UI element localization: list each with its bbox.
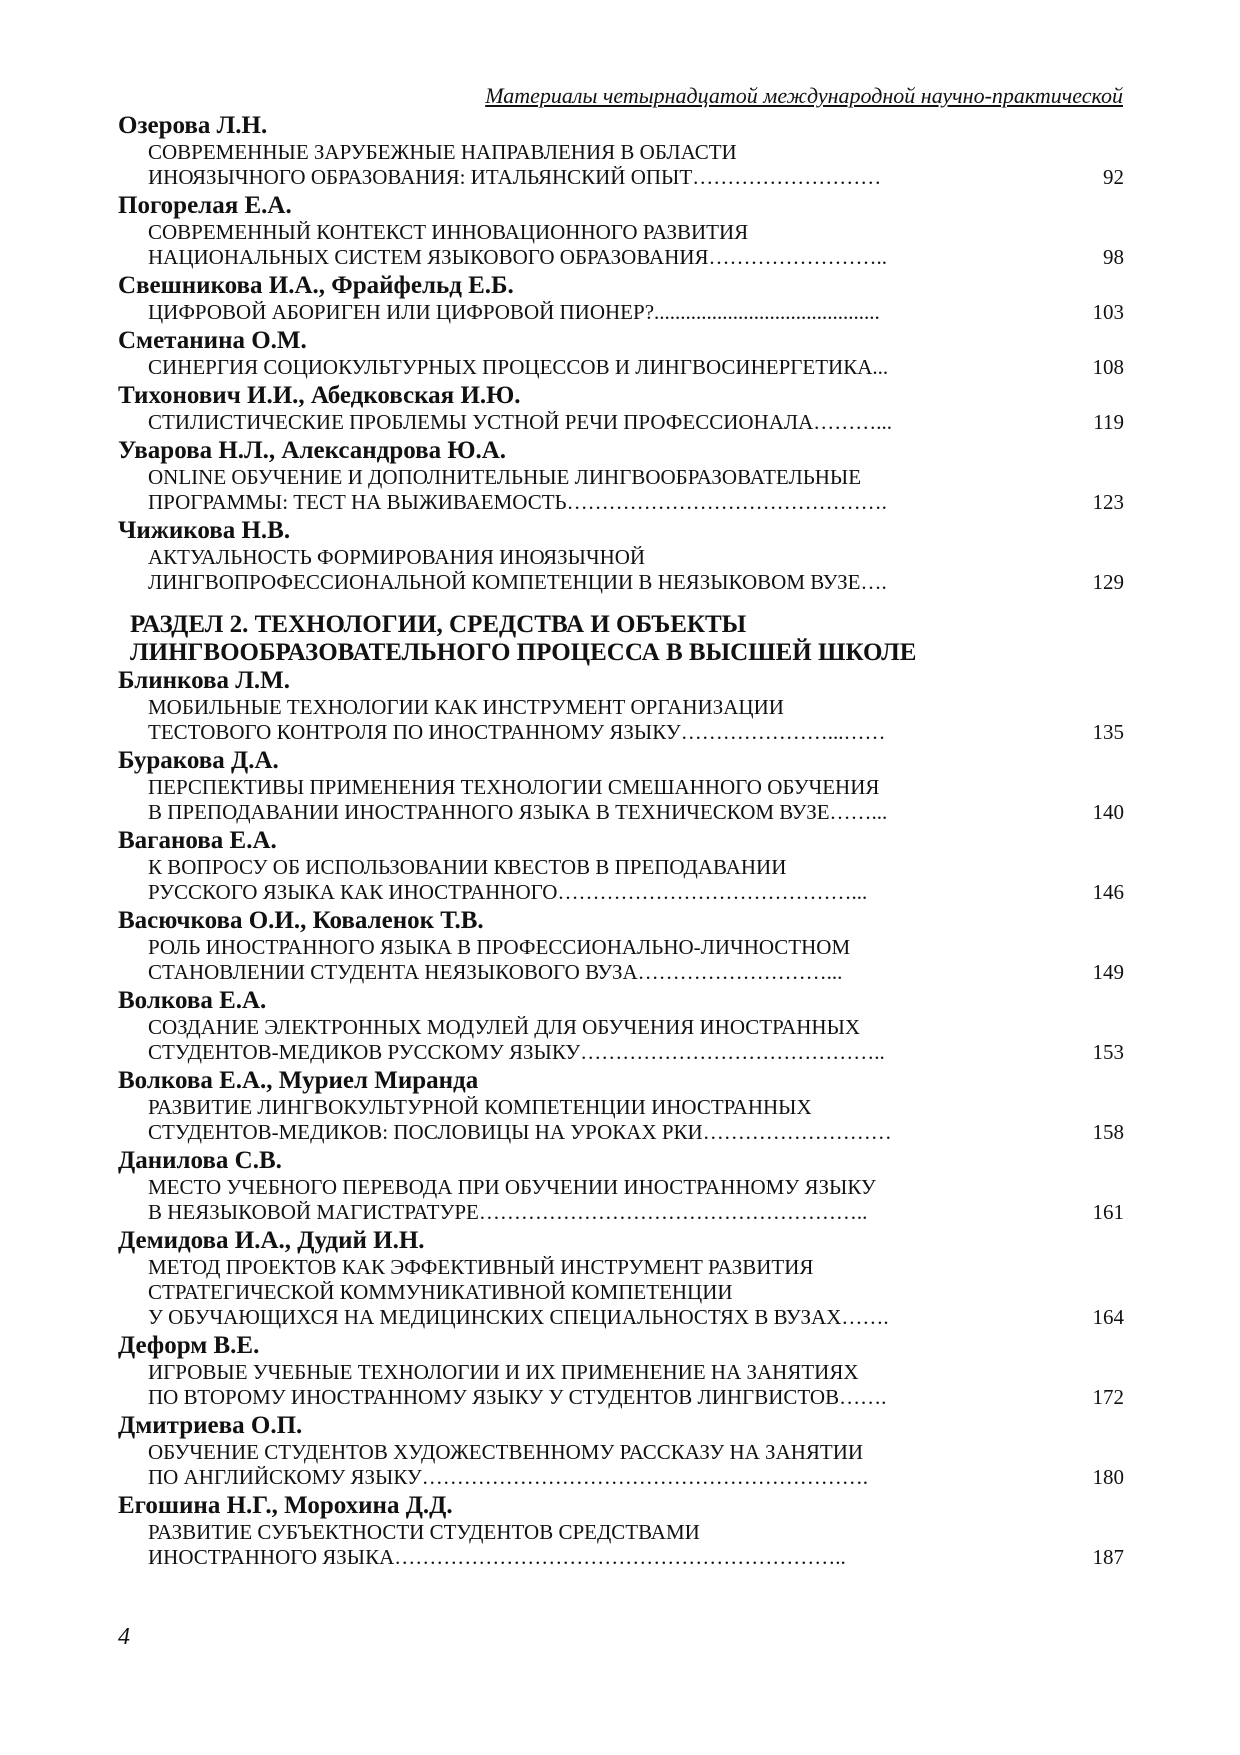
toc-entry-title-line: СТАНОВЛЕНИИ СТУДЕНТА НЕЯЗЫКОВОГО ВУЗА………………………... xyxy=(148,960,843,984)
toc-entry-title xyxy=(118,1255,1124,1330)
toc-entry-authors: Егошина Н.Г., Морохина Д.Д. xyxy=(118,1492,453,1519)
toc-entry-title-line: ИНОЯЗЫЧНОГО ОБРАЗОВАНИЯ: ИТАЛЬЯНСКИЙ ОПЫТ……………………… xyxy=(148,165,882,189)
toc-entry xyxy=(118,437,1124,515)
toc-entry xyxy=(118,1492,1124,1570)
toc-entry xyxy=(118,907,1124,985)
toc-entry-title xyxy=(118,1360,1124,1410)
toc-entry xyxy=(118,192,1124,270)
toc-entry-authors: Сметанина О.М. xyxy=(118,327,307,354)
toc-entry-authors: Деформ В.Е. xyxy=(118,1332,260,1359)
toc-entry xyxy=(118,1412,1124,1490)
toc-entry-title xyxy=(118,855,1124,905)
toc-entry-page-number: 140 xyxy=(1092,800,1124,824)
toc-part-2 xyxy=(118,667,1124,1570)
toc-entry-title xyxy=(118,1015,1124,1065)
toc-entry-page-number: 158 xyxy=(1092,1120,1124,1144)
toc-entry-title xyxy=(118,935,1124,985)
toc-entry-title-line: МЕТОД ПРОЕКТОВ КАК ЭФФЕКТИВНЫЙ ИНСТРУМЕНТ РАЗВИТИЯ xyxy=(148,1255,814,1279)
toc-entry-title xyxy=(118,695,1124,745)
toc-entry-title-line: РУССКОГО ЯЗЫКА КАК ИНОСТРАННОГО……………………………………... xyxy=(148,880,868,904)
toc-entry-page-number: 164 xyxy=(1092,1305,1124,1329)
toc-entry-title xyxy=(118,545,1124,595)
toc-entry-title-line: ПО АНГЛИЙСКОМУ ЯЗЫКУ………………………………………………………. xyxy=(148,1465,869,1489)
toc-entry-title xyxy=(118,465,1124,515)
toc-entry-authors: Дмитриева О.П. xyxy=(118,1412,303,1439)
toc-entry-title-line: ПО ВТОРОМУ ИНОСТРАННОМУ ЯЗЫКУ У СТУДЕНТОВ ЛИНГВИСТОВ……. xyxy=(148,1385,887,1409)
toc-entry-title-line: НАЦИОНАЛЬНЫХ СИСТЕМ ЯЗЫКОВОГО ОБРАЗОВАНИЯ…………………….. xyxy=(148,245,888,269)
toc-entry-title-line: МЕСТО УЧЕБНОГО ПЕРЕВОДА ПРИ ОБУЧЕНИИ ИНОСТРАННОМУ ЯЗЫКУ xyxy=(148,1175,876,1199)
toc-entry-page-number: 180 xyxy=(1092,1465,1124,1489)
running-header: Материалы четырнадцатой международной научно-практической xyxy=(485,83,1123,108)
toc-entry-title-line: ЛИНГВОПРОФЕССИОНАЛЬНОЙ КОМПЕТЕНЦИИ В НЕЯЗЫКОВОМ ВУЗЕ…. xyxy=(148,570,887,594)
section-heading-line-1: РАЗДЕЛ 2. ТЕХНОЛОГИИ, СРЕДСТВА И ОБЪЕКТЫ xyxy=(130,611,747,638)
toc-entry xyxy=(118,1147,1124,1225)
toc-entry-authors: Чижикова Н.В. xyxy=(118,517,291,544)
toc-entry xyxy=(118,327,1124,380)
toc-entry-title-line: РАЗВИТИЕ ЛИНГВОКУЛЬТУРНОЙ КОМПЕТЕНЦИИ ИНОСТРАННЫХ xyxy=(148,1095,812,1119)
toc-entry-authors: Уварова Н.Л., Александрова Ю.А. xyxy=(118,437,507,464)
toc-entry-title-line: ПЕРСПЕКТИВЫ ПРИМЕНЕНИЯ ТЕХНОЛОГИИ СМЕШАННОГО ОБУЧЕНИЯ xyxy=(148,775,880,799)
toc-entry xyxy=(118,987,1124,1065)
toc-entry-title xyxy=(118,1520,1124,1570)
toc-entry-title xyxy=(118,1175,1124,1225)
toc-entry-authors: Васючкова О.И., Коваленок Т.В. xyxy=(118,907,484,934)
toc-entry-page-number: 149 xyxy=(1092,960,1124,984)
toc-entry-title-line: В НЕЯЗЫКОВОЙ МАГИСТРАТУРЕ……………………………………………….. xyxy=(148,1200,868,1224)
toc-entry-title-line: СТУДЕНТОВ-МЕДИКОВ: ПОСЛОВИЦЫ НА УРОКАХ РКИ……………………… xyxy=(148,1120,892,1144)
table-of-contents xyxy=(118,112,1124,1572)
toc-entry-authors: Погорелая Е.А. xyxy=(118,192,292,219)
toc-entry-title xyxy=(118,300,1124,325)
toc-entry-title-line: РОЛЬ ИНОСТРАННОГО ЯЗЫКА В ПРОФЕССИОНАЛЬНО-ЛИЧНОСТНОМ xyxy=(148,935,851,959)
toc-entry-authors: Демидова И.А., Дудий И.Н. xyxy=(118,1227,425,1254)
toc-entry-page-number: 161 xyxy=(1092,1200,1124,1224)
toc-entry-title-line: ЦИФРОВОЙ АБОРИГЕН ИЛИ ЦИФРОВОЙ ПИОНЕР?........................................... xyxy=(148,300,880,324)
toc-entry-title-line: АКТУАЛЬНОСТЬ ФОРМИРОВАНИЯ ИНОЯЗЫЧНОЙ xyxy=(148,545,646,569)
section-heading-line-2: ЛИНГВООБРАЗОВАТЕЛЬНОГО ПРОЦЕССА В ВЫСШЕЙ ШКОЛЕ xyxy=(130,639,917,666)
toc-entry-authors: Тихонович И.И., Абедковская И.Ю. xyxy=(118,382,521,409)
toc-entry-title xyxy=(118,220,1124,270)
toc-entry-title-line: СОЗДАНИЕ ЭЛЕКТРОННЫХ МОДУЛЕЙ ДЛЯ ОБУЧЕНИЯ ИНОСТРАННЫХ xyxy=(148,1015,861,1039)
toc-entry-authors: Ваганова Е.А. xyxy=(118,827,277,854)
toc-entry-page-number: 123 xyxy=(1092,490,1124,514)
toc-entry-title xyxy=(118,1095,1124,1145)
toc-entry xyxy=(118,112,1124,190)
toc-entry xyxy=(118,382,1124,435)
toc-entry-title-line: ТЕСТОВОГО КОНТРОЛЯ ПО ИНОСТРАННОМУ ЯЗЫКУ…………………...…… xyxy=(148,720,886,744)
toc-entry-title-line: ONLINE ОБУЧЕНИЕ И ДОПОЛНИТЕЛЬНЫЕ ЛИНГВООБРАЗОВАТЕЛЬНЫЕ xyxy=(148,465,862,489)
toc-entry-title-line: РАЗВИТИЕ СУБЪЕКТНОСТИ СТУДЕНТОВ СРЕДСТВАМИ xyxy=(148,1520,700,1544)
toc-entry-page-number: 146 xyxy=(1092,880,1124,904)
toc-entry xyxy=(118,747,1124,825)
toc-entry-title xyxy=(118,410,1124,435)
toc-entry xyxy=(118,1067,1124,1145)
toc-entry xyxy=(118,517,1124,595)
page-number: 4 xyxy=(118,1624,130,1650)
toc-entry-title xyxy=(118,1440,1124,1490)
toc-entry-authors: Волкова Е.А. xyxy=(118,987,267,1014)
toc-entry-authors: Озерова Л.Н. xyxy=(118,112,268,139)
toc-entry-title-line: СТУДЕНТОВ-МЕДИКОВ РУССКОМУ ЯЗЫКУ…………………………………….. xyxy=(148,1040,885,1064)
toc-entry-title-line: У ОБУЧАЮЩИХСЯ НА МЕДИЦИНСКИХ СПЕЦИАЛЬНОСТЯХ В ВУЗАХ……. xyxy=(148,1305,889,1329)
toc-entry-authors: Волкова Е.А., Муриел Миранда xyxy=(118,1067,479,1094)
toc-entry-page-number: 119 xyxy=(1093,410,1124,434)
toc-entry-authors: Свешникова И.А., Фрайфельд Е.Б. xyxy=(118,272,514,299)
toc-entry-authors: Буракова Д.А. xyxy=(118,747,279,774)
toc-entry-page-number: 98 xyxy=(1103,245,1124,269)
toc-entry-page-number: 135 xyxy=(1092,720,1124,744)
toc-entry-title-line: СОВРЕМЕННЫЕ ЗАРУБЕЖНЫЕ НАПРАВЛЕНИЯ В ОБЛАСТИ xyxy=(148,140,737,164)
toc-entry-title-line: СОВРЕМЕННЫЙ КОНТЕКСТ ИННОВАЦИОННОГО РАЗВИТИЯ xyxy=(148,220,749,244)
toc-entry-title-line: ПРОГРАММЫ: ТЕСТ НА ВЫЖИВАЕМОСТЬ………………………………………. xyxy=(148,490,887,514)
toc-entry-title-line: СИНЕРГИЯ СОЦИОКУЛЬТУРНЫХ ПРОЦЕССОВ И ЛИНГВОСИНЕРГЕТИКА... xyxy=(148,355,889,379)
toc-entry-title-line: СТИЛИСТИЧЕСКИЕ ПРОБЛЕМЫ УСТНОЙ РЕЧИ ПРОФЕССИОНАЛА………... xyxy=(148,410,893,434)
toc-entry xyxy=(118,1227,1124,1330)
toc-entry-title xyxy=(118,775,1124,825)
toc-entry xyxy=(118,272,1124,325)
toc-entry-authors: Блинкова Л.М. xyxy=(118,667,290,694)
toc-entry-title-line: СТРАТЕГИЧЕСКОЙ КОММУНИКАТИВНОЙ КОМПЕТЕНЦИИ xyxy=(148,1280,733,1304)
toc-entry-title-line: ОБУЧЕНИЕ СТУДЕНТОВ ХУДОЖЕСТВЕННОМУ РАССКАЗУ НА ЗАНЯТИИ xyxy=(148,1440,864,1464)
toc-entry-page-number: 108 xyxy=(1092,355,1124,379)
toc-entry xyxy=(118,667,1124,745)
toc-entry-page-number: 187 xyxy=(1092,1545,1124,1569)
toc-entry-title-line: ИНОСТРАННОГО ЯЗЫКА……………………………………………………….. xyxy=(148,1545,846,1569)
toc-entry-page-number: 92 xyxy=(1103,165,1124,189)
toc-entry-title xyxy=(118,355,1124,380)
toc-entry-title-line: К ВОПРОСУ ОБ ИСПОЛЬЗОВАНИИ КВЕСТОВ В ПРЕПОДАВАНИИ xyxy=(148,855,787,879)
toc-entry-title-line: ИГРОВЫЕ УЧЕБНЫЕ ТЕХНОЛОГИИ И ИХ ПРИМЕНЕНИЕ НА ЗАНЯТИЯХ xyxy=(148,1360,859,1384)
toc-entry-title xyxy=(118,140,1124,190)
toc-part-1 xyxy=(118,112,1124,595)
toc-entry-page-number: 153 xyxy=(1092,1040,1124,1064)
section-heading xyxy=(118,611,1124,667)
toc-entry-page-number: 129 xyxy=(1092,570,1124,594)
toc-entry xyxy=(118,1332,1124,1410)
toc-entry-page-number: 103 xyxy=(1092,300,1124,324)
toc-entry xyxy=(118,827,1124,905)
toc-entry-title-line: В ПРЕПОДАВАНИИ ИНОСТРАННОГО ЯЗЫКА В ТЕХНИЧЕСКОМ ВУЗЕ……... xyxy=(148,800,888,824)
toc-entry-title-line: МОБИЛЬНЫЕ ТЕХНОЛОГИИ КАК ИНСТРУМЕНТ ОРГАНИЗАЦИИ xyxy=(148,695,784,719)
toc-entry-authors: Данилова С.В. xyxy=(118,1147,282,1174)
toc-entry-page-number: 172 xyxy=(1092,1385,1124,1409)
